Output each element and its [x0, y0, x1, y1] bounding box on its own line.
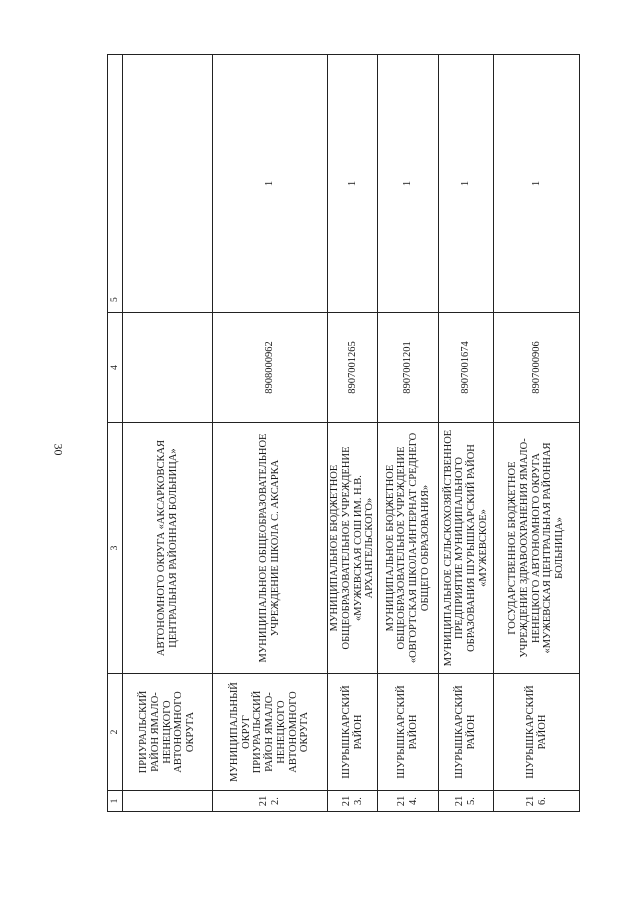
district-cell: ШУРЫШКАРСКИЙ РАЙОН — [328, 674, 378, 791]
count-cell: 1 — [213, 55, 328, 313]
organization-name-cell: МУНИЦИПАЛЬНОЕ БЮДЖЕТНОЕ ОБЩЕОБРАЗОВАТЕЛЬНОЕ УЧРЕЖДЕНИЕ «МУЖЕВСКАЯ СОШ ИМ. Н.В. АРХАНГЕЛЬСКОГО» — [328, 423, 378, 674]
header-cell-2: 2 — [108, 674, 123, 791]
inn-cell: 8907001201 — [378, 313, 439, 423]
row-number: 214. — [378, 791, 439, 812]
district-cell: ПРИУРАЛЬСКИЙ РАЙОН ЯМАЛО-НЕНЕЦКОГО АВТОНОМНОГО ОКРУГА — [123, 674, 213, 791]
table-row — [123, 55, 213, 812]
district-cell: ШУРЫШКАРСКИЙ РАЙОН — [494, 674, 580, 791]
organization-name-cell: МУНИЦИПАЛЬНОЕ БЮДЖЕТНОЕ ОБЩЕОБРАЗОВАТЕЛЬНОЕ УЧРЕЖДЕНИЕ «ОВГОРТСКАЯ ШКОЛА-ИНТЕРНАТ СРЕДНЕГО ОБЩЕГО ОБРАЗОВАНИЯ» — [378, 423, 439, 674]
organization-name-cell: ГОСУДАРСТВЕННОЕ БЮДЖЕТНОЕ УЧРЕЖДЕНИЕ ЗДРАВООХРАНЕНИЯ ЯМАЛО-НЕНЕЦКОГО АВТОНОМНОГО ОКРУГА «МУЖЕВСКАЯ ЦЕНТРАЛЬНАЯ РАЙОННАЯ БОЛЬНИЦА» — [494, 423, 580, 674]
page-number: 30 — [51, 443, 66, 456]
inn-cell: 8907000906 — [494, 313, 580, 423]
row-number: 216. — [494, 791, 580, 812]
district-cell: ШУРЫШКАРСКИЙ РАЙОН — [439, 674, 494, 791]
district-cell: ШУРЫШКАРСКИЙ РАЙОН — [378, 674, 439, 791]
table-row — [378, 55, 439, 812]
rotated-table-wrapper — [107, 55, 577, 812]
header-cell-4: 4 — [108, 313, 123, 423]
inn-cell: 8907001674 — [439, 313, 494, 423]
table-header-row — [108, 55, 123, 812]
organization-name-cell: АВТОНОМНОГО ОКРУГА «АКСАРКОВСКАЯ ЦЕНТРАЛЬНАЯ РАЙОННАЯ БОЛЬНИЦА» — [123, 423, 213, 674]
count-cell — [123, 55, 213, 313]
organization-name-cell: МУНИЦИПАЛЬНОЕ ОБЩЕОБРАЗОВАТЕЛЬНОЕ УЧРЕЖДЕНИЕ ШКОЛА С. АКСАРКА — [213, 423, 328, 674]
table-row — [213, 55, 328, 812]
table-row — [328, 55, 378, 812]
inn-cell: 8908000962 — [213, 313, 328, 423]
row-number: 215. — [439, 791, 494, 812]
organization-name-cell: МУНИЦИПАЛЬНОЕ СЕЛЬСКОХОЗЯЙСТВЕННОЕ ПРЕДПРИЯТИЕ МУНИЦИПАЛЬНОГО ОБРАЗОВАНИЯ ШУРЫШКАРСКИЙ РАЙОН «МУЖЕВСКОЕ» — [439, 423, 494, 674]
district-cell: МУНИЦИПАЛЬНЫЙ ОКРУГ ПРИУРАЛЬСКИЙ РАЙОН ЯМАЛО-НЕНЕЦКОГО АВТОНОМНОГО ОКРУГА — [213, 674, 328, 791]
row-number: 213. — [328, 791, 378, 812]
table-row — [494, 55, 580, 812]
count-cell: 1 — [494, 55, 580, 313]
row-number: 212. — [213, 791, 328, 812]
organizations-table — [107, 54, 580, 812]
inn-cell: 8907001265 — [328, 313, 378, 423]
count-cell: 1 — [328, 55, 378, 313]
table-row — [439, 55, 494, 812]
header-cell-3: 3 — [108, 423, 123, 674]
count-cell: 1 — [439, 55, 494, 313]
header-cell-1: 1 — [108, 791, 123, 812]
header-cell-5: 5 — [108, 55, 123, 313]
count-cell: 1 — [378, 55, 439, 313]
inn-cell — [123, 313, 213, 423]
row-number — [123, 791, 213, 812]
